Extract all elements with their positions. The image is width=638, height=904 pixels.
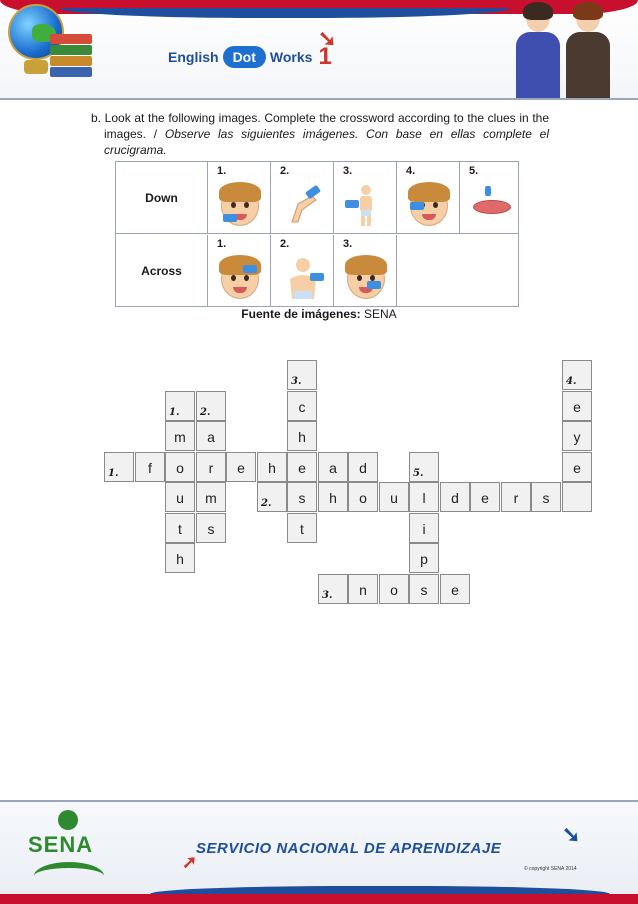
crossword-clue-number: 3.	[322, 590, 333, 601]
crossword-cell[interactable]	[318, 482, 348, 512]
across-clue-2	[272, 235, 334, 307]
crossword-letter: s	[420, 582, 428, 598]
crossword-clue-number: 3.	[291, 376, 302, 387]
logo-english: English	[168, 49, 219, 65]
crossword-letter: e	[237, 460, 245, 476]
crossword-letter: p	[420, 551, 428, 567]
crossword-cell[interactable]	[165, 482, 195, 512]
crossword-letter: l	[422, 490, 426, 506]
crossword-clue-number: 1.	[169, 407, 180, 418]
crossword-letter: e	[573, 399, 581, 415]
footer-banner: SERVICIO NACIONAL DE APRENDIZAJE	[196, 840, 502, 857]
down-clue-2	[272, 162, 334, 234]
instruction-spanish: Observe las siguientes imágenes. Con base en ellas complete el crucigrama.	[104, 127, 549, 157]
logo-dot: Dot	[223, 46, 266, 68]
crossword-cell[interactable]	[196, 391, 226, 421]
crossword-cell[interactable]	[287, 360, 317, 390]
logo-works: Works	[269, 49, 313, 65]
header-blue-swoosh	[60, 8, 510, 18]
crossword-letter: f	[148, 460, 152, 476]
crossword-clue-number: 2.	[200, 407, 211, 418]
crossword-letter: r	[513, 490, 519, 506]
crossword-letter: d	[359, 460, 367, 476]
crossword-cell[interactable]	[562, 452, 592, 482]
body-chest-icon	[343, 180, 389, 228]
crossword-letter: c	[298, 399, 306, 415]
crossword-letter: e	[451, 582, 459, 598]
crossword-cell[interactable]	[287, 421, 317, 451]
clue-row-across	[116, 235, 518, 307]
face-mouth-icon	[217, 180, 263, 228]
down-clue-2-number: 2.	[280, 165, 290, 177]
down-clue-3	[335, 162, 397, 234]
lips-icon	[469, 180, 515, 228]
crossword-cell[interactable]	[196, 482, 226, 512]
down-clue-5-number: 5.	[469, 165, 479, 177]
face-eyes-icon	[406, 180, 452, 228]
crossword-letter: o	[359, 490, 367, 506]
crossword-cell[interactable]	[348, 482, 378, 512]
crossword-cell[interactable]	[196, 452, 226, 482]
crossword-letter: i	[422, 521, 426, 537]
down-clue-3-number: 3.	[343, 165, 353, 177]
crossword-cell[interactable]	[226, 452, 256, 482]
crossword-cell[interactable]	[562, 360, 592, 390]
crossword-letter: d	[451, 490, 459, 506]
down-label: Down	[116, 162, 208, 234]
page-header	[0, 0, 638, 100]
crossword-cell[interactable]	[196, 513, 226, 543]
across-clue-1	[209, 235, 271, 307]
crossword-cell[interactable]	[165, 452, 195, 482]
across-clue-3-number: 3.	[343, 238, 353, 250]
crossword-cell[interactable]	[562, 391, 592, 421]
crossword-cell[interactable]	[348, 452, 378, 482]
crossword-cell[interactable]	[440, 574, 470, 604]
globe-stand	[24, 60, 48, 74]
crossword-clue-number: 4.	[566, 376, 577, 387]
footer-corner-arrow-icon: ➘	[562, 822, 581, 847]
crossword-cell[interactable]	[409, 574, 439, 604]
across-clue-3	[335, 235, 397, 307]
face-forehead-icon	[217, 253, 263, 301]
crossword-cell[interactable]	[287, 482, 317, 512]
crossword-cell[interactable]	[409, 482, 439, 512]
clue-row-down	[116, 162, 518, 234]
crossword-cell[interactable]	[379, 482, 409, 512]
copyright-notice: © copyright SENA 2014	[524, 866, 577, 872]
crossword-cell[interactable]	[409, 513, 439, 543]
crossword-letter: h	[176, 551, 184, 567]
down-clue-5	[461, 162, 523, 234]
image-source	[0, 307, 638, 321]
source-label: Fuente de imágenes:	[241, 307, 361, 321]
crossword-letter: s	[542, 490, 550, 506]
face-nose-icon	[343, 253, 389, 301]
student-girl-illustration	[512, 4, 564, 98]
crossword-letter: y	[573, 429, 581, 445]
crossword-cell[interactable]	[409, 452, 439, 482]
crossword-cell[interactable]	[501, 482, 531, 512]
crossword-cell[interactable]	[287, 513, 317, 543]
crossword-letter: m	[174, 429, 186, 445]
crossword-cell[interactable]	[440, 482, 470, 512]
crossword-letter: s	[298, 490, 306, 506]
crossword-letter: e	[573, 460, 581, 476]
crossword-cell[interactable]	[165, 421, 195, 451]
crossword-letter: s	[207, 521, 215, 537]
crossword-letter: a	[329, 460, 337, 476]
crossword-cell[interactable]	[531, 482, 561, 512]
english-dot-works-logo	[168, 44, 332, 70]
crossword-letter: h	[268, 460, 276, 476]
instruction-prefix: b.	[91, 111, 105, 125]
down-clue-1-number: 1.	[217, 165, 227, 177]
crossword-cell[interactable]	[257, 452, 287, 482]
crossword-clue-number: 5.	[413, 468, 424, 479]
logo-number: 1	[318, 43, 332, 70]
crossword-letter: e	[298, 460, 306, 476]
crossword-letter: m	[205, 490, 217, 506]
footer-blue-swoosh	[150, 886, 610, 894]
crossword-letter: t	[178, 521, 182, 537]
footer-divider	[0, 800, 638, 802]
body-shoulders-icon	[280, 253, 326, 301]
books-icon	[50, 34, 92, 78]
arm-icon	[280, 180, 326, 228]
crossword-cell[interactable]	[470, 482, 500, 512]
sena-logo-arms	[34, 862, 104, 890]
footer-arrow-icon: ➚	[182, 852, 198, 872]
down-clue-4	[398, 162, 460, 234]
crossword-cell[interactable]	[257, 482, 287, 512]
across-label: Across	[116, 235, 208, 307]
crossword-letter: u	[390, 490, 398, 506]
crossword-cell[interactable]	[135, 452, 165, 482]
crossword-cell[interactable]	[165, 513, 195, 543]
crossword-cell[interactable]	[562, 482, 592, 512]
crossword-cell[interactable]	[287, 452, 317, 482]
crossword-letter: r	[208, 460, 214, 476]
page-footer	[0, 800, 638, 904]
crossword-letter: e	[481, 490, 489, 506]
header-divider	[0, 98, 638, 100]
footer-red-bar	[0, 894, 638, 904]
crossword-letter: t	[300, 521, 304, 537]
crossword-cell[interactable]	[562, 421, 592, 451]
student-boy-illustration	[562, 4, 614, 98]
instruction-english: Look at the following images. Complete the crossword according to the clues in the images. /	[104, 111, 550, 141]
sena-logo-head	[58, 810, 78, 830]
sena-logo-text: SENA	[28, 832, 94, 857]
crossword-clue-number: 2.	[261, 498, 272, 509]
crossword-cell[interactable]	[318, 574, 348, 604]
sena-logo	[22, 810, 118, 894]
crossword-letter: o	[390, 582, 398, 598]
crossword-letter: n	[359, 582, 367, 598]
crossword-cell[interactable]	[348, 574, 378, 604]
crossword-letter: o	[176, 460, 184, 476]
crossword-letter: u	[176, 490, 184, 506]
clue-table	[115, 161, 519, 307]
crossword-clue-number: 1.	[108, 468, 119, 479]
across-clue-1-number: 1.	[217, 238, 227, 250]
crossword-cell[interactable]	[318, 452, 348, 482]
exercise-instruction	[91, 110, 549, 158]
crossword-cell[interactable]	[165, 391, 195, 421]
crossword-cell[interactable]	[196, 421, 226, 451]
crossword-cell[interactable]	[287, 391, 317, 421]
crossword-cell[interactable]	[104, 452, 134, 482]
crossword-cell[interactable]	[409, 543, 439, 573]
crossword-cell[interactable]	[379, 574, 409, 604]
source-value: SENA	[360, 307, 397, 321]
crossword-letter: h	[298, 429, 306, 445]
crossword-letter: h	[329, 490, 337, 506]
down-clue-1	[209, 162, 271, 234]
across-clue-2-number: 2.	[280, 238, 290, 250]
crossword-cell[interactable]	[165, 543, 195, 573]
logo-arrow-icon: ➘	[318, 26, 337, 51]
down-clue-4-number: 4.	[406, 165, 416, 177]
crossword-letter: a	[207, 429, 215, 445]
